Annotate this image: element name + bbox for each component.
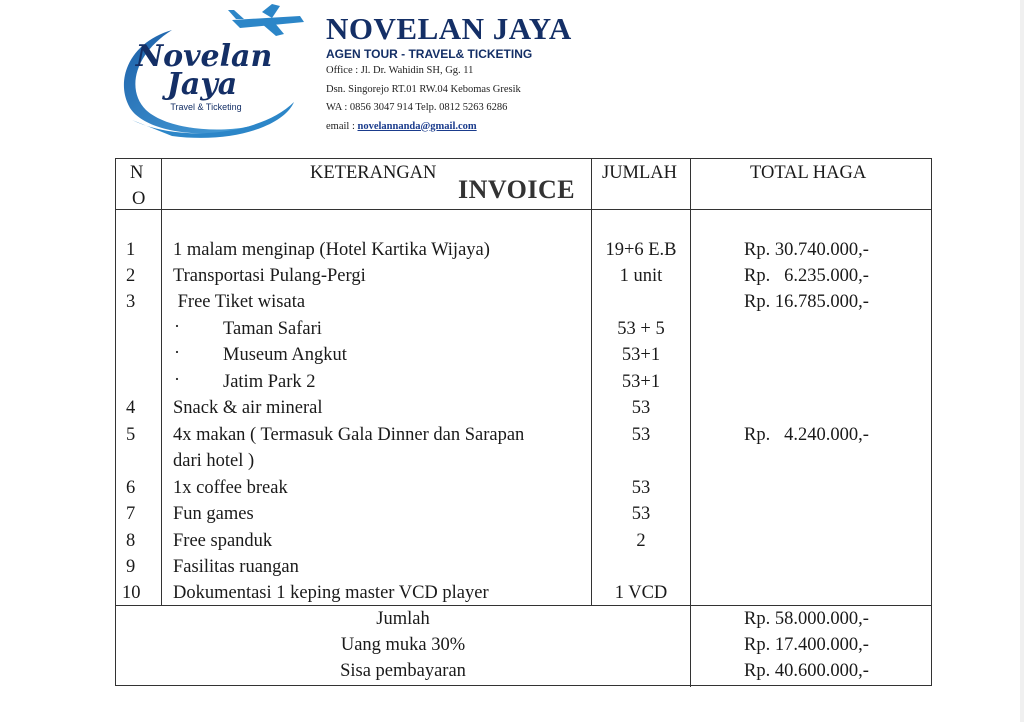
svg-text:Travel & Ticketing: Travel & Ticketing <box>170 102 242 112</box>
row-desc: dari hotel ) <box>173 451 255 471</box>
header-keterangan: KETERANGAN <box>310 163 437 183</box>
row-desc: Transportasi Pulang-Pergi <box>173 266 366 286</box>
row-desc: 4x makan ( Termasuk Gala Dinner dan Sarapan <box>173 425 525 445</box>
row-desc: Fun games <box>173 504 254 524</box>
row-desc: Jatim Park 2 <box>223 372 316 392</box>
header-no-2: O <box>132 189 146 209</box>
row-qty: 53 <box>631 425 651 445</box>
row-no: 4 <box>126 398 136 418</box>
airplane-icon <box>228 4 304 36</box>
row-total: Rp. 6.235.000,- <box>744 266 869 286</box>
phone-numbers: WA : 0856 3047 914 Telp. 0812 5263 6286 <box>326 102 508 113</box>
bullet-icon: · <box>174 316 180 336</box>
row-no: 8 <box>126 531 136 551</box>
row-qty: 53 <box>631 478 651 498</box>
row-total: Rp. 16.785.000,- <box>744 292 869 312</box>
row-no: 3 <box>126 292 136 312</box>
row-desc: 1x coffee break <box>173 478 288 498</box>
row-qty: 1 VCD <box>614 583 668 603</box>
summary-value: Rp. 17.400.000,- <box>744 635 869 655</box>
header-no-1: N <box>130 163 144 183</box>
row-total: Rp. 4.240.000,- <box>744 425 869 445</box>
row-qty: 53+1 <box>621 345 661 365</box>
row-desc: Free Tiket wisata <box>173 292 306 312</box>
email-label: email : <box>326 120 358 132</box>
row-no: 2 <box>126 266 136 286</box>
summary-label: Uang muka 30% <box>340 635 466 655</box>
row-desc: Snack & air mineral <box>173 398 323 418</box>
row-no: 5 <box>126 425 136 445</box>
email-line <box>326 118 572 137</box>
row-no: 10 <box>122 583 141 603</box>
row-no: 1 <box>126 240 136 260</box>
company-logo <box>112 2 312 140</box>
svg-text:Novelan: Novelan <box>135 39 273 74</box>
row-qty: 19+6 E.B <box>605 240 677 260</box>
row-total: Rp. 30.740.000,- <box>744 240 869 260</box>
row-no: 6 <box>126 478 136 498</box>
summary-label: Jumlah <box>376 609 430 629</box>
svg-text:Jaya: Jaya <box>166 67 238 102</box>
invoice-table <box>115 158 932 686</box>
row-no: 9 <box>126 557 136 577</box>
row-desc: 1 malam menginap (Hotel Kartika Wijaya) <box>173 240 490 260</box>
row-desc: Free spanduk <box>173 531 273 551</box>
row-qty: 53+1 <box>621 372 661 392</box>
company-tagline: AGEN TOUR - TRAVEL& TICKETING <box>326 47 533 61</box>
company-header <box>326 12 572 136</box>
summary-value: Rp. 40.600.000,- <box>744 661 869 681</box>
bullet-icon: · <box>174 342 180 362</box>
email-link[interactable]: novelannanda@gmail.com <box>357 120 477 132</box>
row-qty: 53 <box>631 398 651 418</box>
row-desc: Dokumentasi 1 keping master VCD player <box>173 583 489 603</box>
invoice-title: INVOICE <box>458 175 576 204</box>
row-qty: 53 + 5 <box>617 319 665 339</box>
row-qty: 53 <box>631 504 651 524</box>
header-jumlah: JUMLAH <box>602 163 678 183</box>
header-divider <box>116 209 931 210</box>
page-edge <box>1020 0 1024 722</box>
header-total: TOTAL HAGA <box>750 163 867 183</box>
summary-value: Rp. 58.000.000,- <box>744 609 869 629</box>
summary-label: Sisa pembayaran <box>340 661 466 681</box>
row-desc: Museum Angkut <box>223 345 347 365</box>
office-address: Office : Jl. Dr. Wahidin SH, Gg. 11 <box>326 65 474 76</box>
bullet-icon: · <box>174 369 180 389</box>
row-qty: 1 unit <box>619 266 663 286</box>
row-qty: 2 <box>636 531 646 551</box>
row-no: 7 <box>126 504 136 524</box>
row-desc: Fasilitas ruangan <box>173 557 299 577</box>
company-name: NOVELAN JAYA <box>326 11 572 46</box>
row-desc: Taman Safari <box>223 319 322 339</box>
street-address: Dsn. Singorejo RT.01 RW.04 Kebomas Gresik <box>326 83 521 95</box>
col-divider <box>161 159 162 605</box>
